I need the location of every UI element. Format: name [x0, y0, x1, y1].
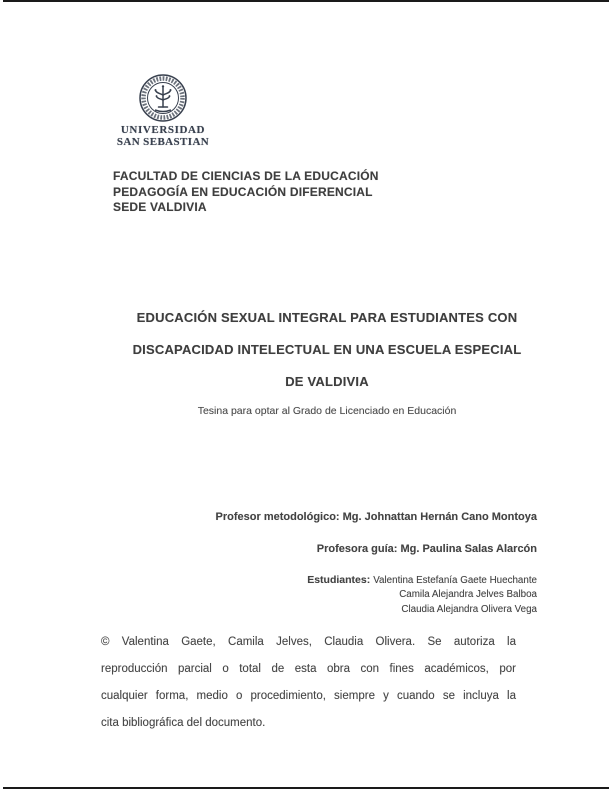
- thesis-title: [107, 302, 547, 398]
- scan-edge-line-top: [3, 0, 609, 2]
- faculty-line-3: SEDE VALDIVIA: [113, 200, 207, 214]
- credits-block: [137, 511, 537, 617]
- guide-professor: Profesora guía: Mg. Paulina Salas Alarcón: [316, 543, 537, 555]
- copyright-line-4: cita bibliográfica del documento.: [101, 717, 266, 729]
- student-name-2: Camila Alejandra Jelves Balboa: [399, 589, 537, 601]
- faculty-header: [113, 169, 379, 216]
- wordmark-line-2: SAN SEBASTIAN: [116, 135, 210, 148]
- students-label: Estudiantes:: [307, 574, 371, 586]
- students-list: [137, 573, 537, 617]
- methodological-professor: Profesor metodológico: Mg. Johnattan Hernán Cano Montoya: [215, 511, 537, 523]
- university-seal-icon: [138, 73, 188, 123]
- student-line-1: [137, 573, 537, 588]
- wordmark-line-1: UNIVERSIDAD: [120, 124, 206, 136]
- title-line-3: DE VALDIVIA: [285, 374, 369, 389]
- copyright-notice: [101, 629, 516, 737]
- university-logo: [113, 73, 213, 148]
- copyright-line-1: © Valentina Gaete, Camila Jelves, Claudia Olivera. Se autoriza la: [101, 636, 516, 648]
- university-wordmark: [113, 125, 213, 148]
- faculty-line-1: FACULTAD DE CIENCIAS DE LA EDUCACIÓN: [113, 169, 379, 183]
- copyright-line-2: reproducción parcial o total de esta obra con fines académicos, por: [101, 663, 516, 675]
- student-name-3: Claudia Alejandra Olivera Vega: [401, 603, 537, 615]
- thesis-subtitle: Tesina para optar al Grado de Licenciado en Educación: [197, 405, 457, 417]
- scan-edge-line-bottom: [3, 787, 609, 789]
- title-line-1: EDUCACIÓN SEXUAL INTEGRAL PARA ESTUDIANTES CON: [136, 310, 518, 325]
- copyright-line-3: cualquier forma, medio o procedimiento, siempre y cuando se incluya la: [101, 690, 516, 702]
- student-name-1: Valentina Estefanía Gaete Huechante: [373, 575, 537, 586]
- title-line-2: DISCAPACIDAD INTELECTUAL EN UNA ESCUELA ESPECIAL: [132, 342, 522, 357]
- faculty-line-2: PEDAGOGÍA EN EDUCACIÓN DIFERENCIAL: [113, 184, 373, 199]
